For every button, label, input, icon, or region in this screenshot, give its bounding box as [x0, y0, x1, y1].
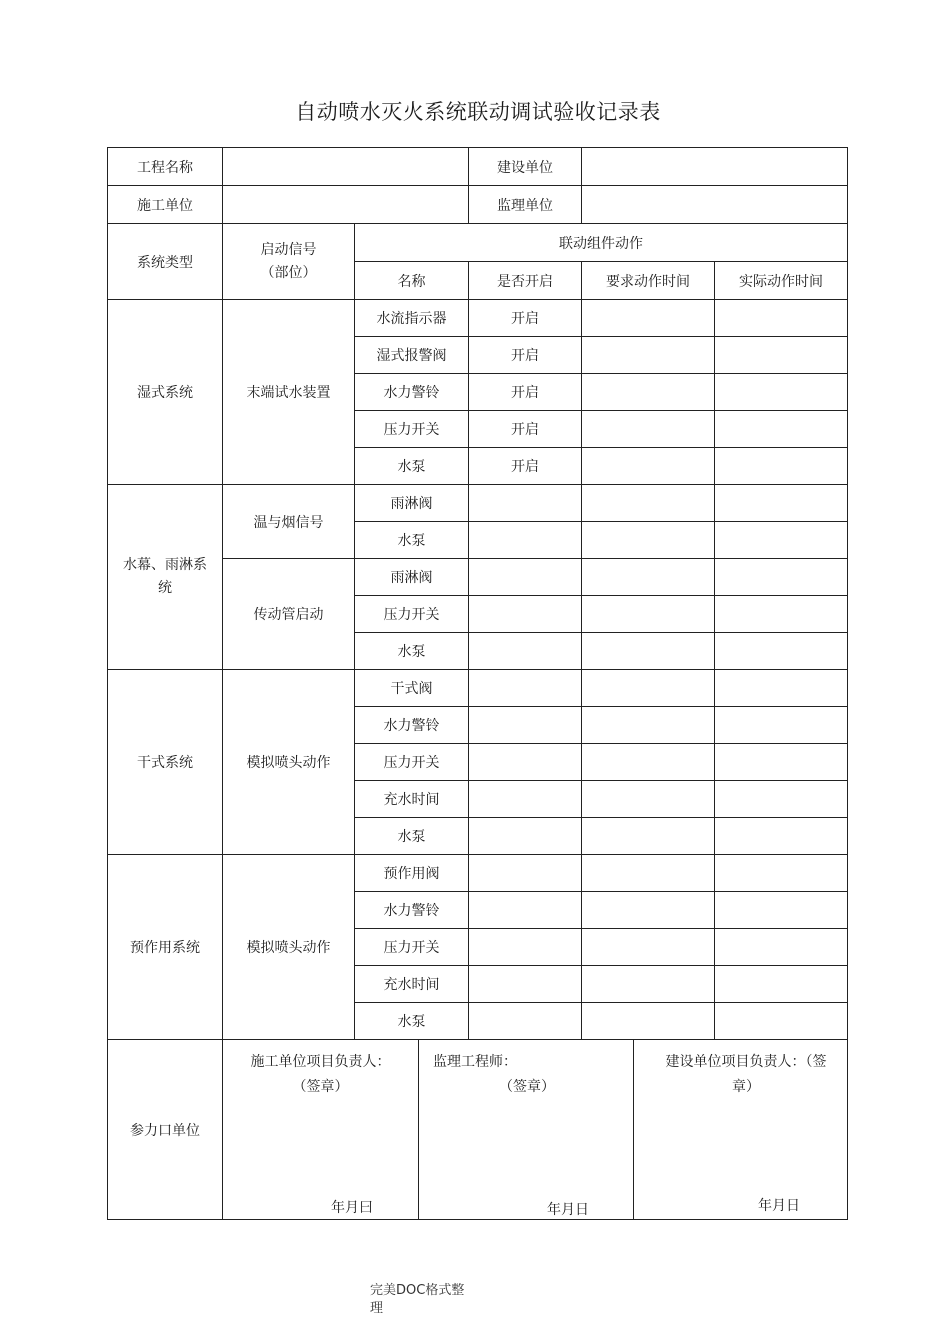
open-cell[interactable] [469, 781, 582, 818]
construction-unit-field[interactable] [582, 148, 848, 186]
actual-time-cell[interactable] [715, 855, 848, 892]
preaction-system-label: 预作用系统 [108, 855, 223, 1040]
open-cell[interactable] [469, 670, 582, 707]
builder-row [108, 186, 848, 224]
actual-time-cell[interactable] [715, 300, 848, 337]
open-cell[interactable]: 开启 [469, 448, 582, 485]
supervisor-date: 年月日 [547, 1202, 589, 1218]
deluge-signal-a-label: 温与烟信号 [223, 485, 355, 559]
component-name: 湿式报警阀 [355, 337, 469, 374]
component-name: 水力警铃 [355, 892, 469, 929]
start-signal-header-line1: 启动信号 [260, 241, 317, 258]
actual-time-cell[interactable] [715, 892, 848, 929]
component-name: 充水时间 [355, 781, 469, 818]
dry-signal-label: 模拟喷头动作 [223, 670, 355, 855]
builder-signature-text [223, 1050, 418, 1100]
component-name: 干式阀 [355, 670, 469, 707]
column-header-row-1 [108, 224, 848, 262]
deluge-signal-b-label: 传动管启动 [223, 559, 355, 670]
open-cell[interactable] [469, 929, 582, 966]
actual-time-cell[interactable] [715, 485, 848, 522]
actual-time-header: 实际动作时间 [715, 262, 848, 300]
page-title: 自动喷水灭火系统联动调试验收记录表 [295, 100, 661, 124]
required-time-cell[interactable] [582, 892, 715, 929]
required-time-cell[interactable] [582, 670, 715, 707]
required-time-cell[interactable] [582, 855, 715, 892]
required-time-cell[interactable] [582, 707, 715, 744]
owner-date: 年月日 [758, 1198, 800, 1214]
signature-row [108, 1040, 848, 1220]
component-name: 水泵 [355, 633, 469, 670]
owner-signature-line2: 章） [732, 1079, 760, 1095]
participating-units-label: 参力口单位 [108, 1040, 223, 1220]
open-cell[interactable] [469, 892, 582, 929]
open-cell[interactable] [469, 596, 582, 633]
open-cell[interactable] [469, 855, 582, 892]
actual-time-cell[interactable] [715, 781, 848, 818]
open-cell[interactable]: 开启 [469, 337, 582, 374]
open-cell[interactable]: 开启 [469, 374, 582, 411]
builder-signature-line2: （签章） [292, 1079, 349, 1095]
system-type-header: 系统类型 [108, 224, 223, 300]
supervisor-signature-box[interactable] [418, 1040, 633, 1219]
builder-signature-line1: 施工单位项目负责人： [250, 1054, 391, 1070]
actual-time-cell[interactable] [715, 374, 848, 411]
required-time-cell[interactable] [582, 966, 715, 1003]
project-name-field[interactable] [223, 148, 469, 186]
open-cell[interactable] [469, 818, 582, 855]
table-row [108, 855, 848, 892]
construction-unit-label: 建设单位 [469, 148, 582, 186]
open-cell[interactable]: 开启 [469, 300, 582, 337]
supervisor-signature-line2: （签章） [499, 1079, 555, 1095]
actual-time-cell[interactable] [715, 929, 848, 966]
required-time-cell[interactable] [582, 485, 715, 522]
owner-signature-line1: 建设单位项目负责人：（签 [665, 1054, 827, 1070]
footer-note [370, 1282, 490, 1318]
actual-time-cell[interactable] [715, 966, 848, 1003]
open-cell[interactable] [469, 559, 582, 596]
actual-time-cell[interactable] [715, 596, 848, 633]
owner-signature-box[interactable] [633, 1040, 846, 1219]
table-row [108, 485, 848, 522]
component-name: 压力开关 [355, 929, 469, 966]
component-name: 水泵 [355, 448, 469, 485]
actual-time-cell[interactable] [715, 559, 848, 596]
open-cell[interactable] [469, 744, 582, 781]
footer-note-line2: 理 [370, 1301, 384, 1316]
is-open-header: 是否开启 [469, 262, 582, 300]
supervisor-label: 监理单位 [469, 186, 582, 224]
open-cell[interactable] [469, 707, 582, 744]
builder-label: 施工单位 [108, 186, 223, 224]
component-name: 预作用阀 [355, 855, 469, 892]
component-name: 水力警铃 [355, 707, 469, 744]
actual-time-cell[interactable] [715, 411, 848, 448]
wet-signal-label: 末端试水装置 [223, 300, 355, 485]
actual-time-cell[interactable] [715, 337, 848, 374]
required-time-cell[interactable] [582, 300, 715, 337]
component-name: 压力开关 [355, 596, 469, 633]
signature-area [223, 1040, 848, 1220]
actual-time-cell[interactable] [715, 522, 848, 559]
required-time-cell[interactable] [582, 374, 715, 411]
open-cell[interactable] [469, 485, 582, 522]
project-name-label: 工程名称 [108, 148, 223, 186]
component-name: 水泵 [355, 522, 469, 559]
actual-time-cell[interactable] [715, 818, 848, 855]
open-cell[interactable] [469, 633, 582, 670]
required-time-header: 要求动作时间 [582, 262, 715, 300]
required-time-cell[interactable] [582, 448, 715, 485]
open-cell[interactable] [469, 966, 582, 1003]
required-time-cell[interactable] [582, 633, 715, 670]
actual-time-cell[interactable] [715, 744, 848, 781]
owner-signature-text [634, 1050, 846, 1100]
start-signal-header [223, 224, 355, 300]
required-time-cell[interactable] [582, 337, 715, 374]
required-time-cell[interactable] [582, 818, 715, 855]
required-time-cell[interactable] [582, 411, 715, 448]
actual-time-cell[interactable] [715, 670, 848, 707]
component-name: 水流指示器 [355, 300, 469, 337]
actual-time-cell[interactable] [715, 707, 848, 744]
actual-time-cell[interactable] [715, 633, 848, 670]
actual-time-cell[interactable] [715, 1003, 848, 1040]
required-time-cell[interactable] [582, 596, 715, 633]
component-name: 雨淋阀 [355, 559, 469, 596]
acceptance-table [107, 147, 848, 1220]
open-cell[interactable] [469, 1003, 582, 1040]
required-time-cell[interactable] [582, 744, 715, 781]
project-row [108, 148, 848, 186]
builder-signature-box[interactable] [223, 1040, 418, 1219]
component-name: 水泵 [355, 818, 469, 855]
deluge-system-label [108, 485, 223, 670]
open-cell[interactable] [469, 522, 582, 559]
dry-system-label: 干式系统 [108, 670, 223, 855]
name-header: 名称 [355, 262, 469, 300]
required-time-cell[interactable] [582, 559, 715, 596]
builder-field[interactable] [223, 186, 469, 224]
supervisor-signature-text [419, 1050, 633, 1100]
footer-note-line1: 完美DOC格式整 [370, 1283, 465, 1298]
component-name: 水泵 [355, 1003, 469, 1040]
builder-date: 年月曰 [331, 1200, 373, 1216]
table-row [108, 670, 848, 707]
supervisor-signature-line1: 监理工程师： [433, 1054, 517, 1070]
open-cell[interactable]: 开启 [469, 411, 582, 448]
required-time-cell[interactable] [582, 781, 715, 818]
deluge-system-label-line1: 水幕、雨淋系 [123, 557, 207, 573]
actual-time-cell[interactable] [715, 448, 848, 485]
required-time-cell[interactable] [582, 1003, 715, 1040]
component-name: 压力开关 [355, 744, 469, 781]
component-name: 压力开关 [355, 411, 469, 448]
component-name: 雨淋阀 [355, 485, 469, 522]
required-time-cell[interactable] [582, 929, 715, 966]
component-name: 充水时间 [355, 966, 469, 1003]
preaction-signal-label: 模拟喷头动作 [223, 855, 355, 1040]
supervisor-field[interactable] [582, 186, 848, 224]
required-time-cell[interactable] [582, 522, 715, 559]
component-name: 水力警铃 [355, 374, 469, 411]
start-signal-header-line2: （部位） [260, 264, 317, 281]
linkage-group-header: 联动组件动作 [355, 224, 848, 262]
table-row [108, 300, 848, 337]
wet-system-label: 湿式系统 [108, 300, 223, 485]
deluge-system-label-line2: 统 [158, 580, 172, 596]
